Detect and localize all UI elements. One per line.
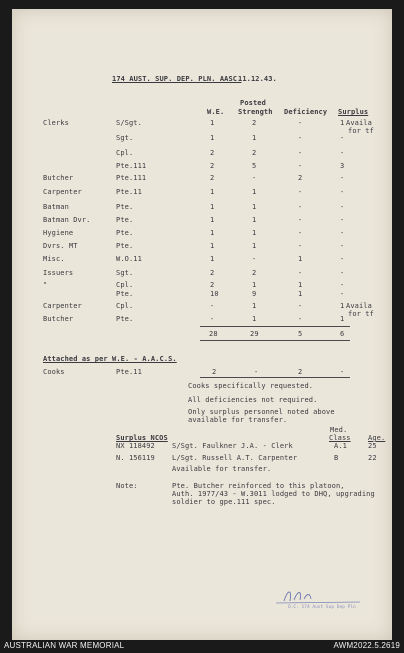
row-surplus: - <box>340 188 345 196</box>
row-trade: Batman Dvr. <box>43 216 91 224</box>
remark-line: available for transfer. <box>188 416 288 424</box>
attached-posted: - <box>254 368 259 376</box>
row-we: 1 <box>210 203 215 211</box>
remark-line: All deficiencies not required. <box>188 396 318 404</box>
row-rank: Pte.11 <box>116 188 142 196</box>
row-rank: W.O.11 <box>116 255 142 263</box>
row-rank: Pte. <box>116 315 134 323</box>
note-line1: Pte. Butcher reinforced to this platoon, <box>172 482 345 490</box>
row-surplus: - <box>340 216 345 224</box>
row-deficiency: - <box>298 229 303 237</box>
footer-right: AWM2022.5.2619 <box>333 641 400 650</box>
row-we: 10 <box>210 290 219 298</box>
col-deficiency: Deficiency <box>284 108 328 116</box>
row-surplus: 1 <box>340 315 345 323</box>
row-we: 1 <box>210 255 215 263</box>
nco-class: A.1 <box>334 442 347 450</box>
row-posted: 2 <box>252 149 257 157</box>
row-we: 2 <box>210 149 215 157</box>
row-posted: 1 <box>252 188 257 196</box>
row-rank: Sgt. <box>116 134 134 142</box>
row-posted: 1 <box>252 242 257 250</box>
row-rank: Pte.111 <box>116 174 147 182</box>
note-line3: soldier to gpe.111 spec. <box>172 498 276 506</box>
row-rank: Pte.111 <box>116 162 147 170</box>
row-posted: 1 <box>252 281 257 289</box>
nco-detail: S/Sgt. Faulkner J.A. - Clerk <box>172 442 293 450</box>
signature-stamp <box>274 587 364 609</box>
row-deficiency: - <box>298 302 303 310</box>
nco-detail: L/Sgt. Russell A.T. Carpenter <box>172 454 298 462</box>
col-surplus: Surplus <box>338 108 369 116</box>
row-we: 1 <box>210 119 215 127</box>
row-trade: Carpenter <box>43 302 82 310</box>
row-we: 2 <box>210 162 215 170</box>
stamp-text: O.C. 174 Aust Sup Dep Pln <box>288 605 356 609</box>
total-surplus: 6 <box>340 330 345 338</box>
row-posted: 5 <box>252 162 257 170</box>
total-we: 28 <box>209 330 218 338</box>
row-surplus: 1 <box>340 302 345 310</box>
row-surplus: - <box>340 134 345 142</box>
row-posted: 1 <box>252 302 257 310</box>
nco-age: 22 <box>368 454 377 462</box>
row-deficiency: 2 <box>298 174 303 182</box>
row-surplus: - <box>340 281 345 289</box>
row-surplus: - <box>340 290 345 298</box>
nco-class: B <box>334 454 339 462</box>
row-trade: Butcher <box>43 174 74 182</box>
totals-rule <box>200 326 350 327</box>
row-deficiency: - <box>298 216 303 224</box>
row-note: Availa <box>346 119 372 127</box>
row-trade: Dvrs. MT <box>43 242 78 250</box>
row-deficiency: - <box>298 242 303 250</box>
row-trade: Clerks <box>43 119 69 127</box>
row-trade: Butcher <box>43 315 74 323</box>
row-rank: Cpl. <box>116 281 134 289</box>
attached-rank: Pte.11 <box>116 368 142 376</box>
row-posted: 1 <box>252 315 257 323</box>
row-we: - <box>210 315 215 323</box>
doc-date: 11.12.43. <box>238 75 277 83</box>
row-posted: - <box>252 174 257 182</box>
row-note2: for tf <box>348 310 374 318</box>
row-deficiency: 1 <box>298 255 303 263</box>
row-rank: Pte. <box>116 203 134 211</box>
footer-left: AUSTRALIAN WAR MEMORIAL <box>4 641 125 650</box>
row-surplus: - <box>340 203 345 211</box>
row-posted: - <box>252 255 257 263</box>
row-we: - <box>210 302 215 310</box>
row-deficiency: - <box>298 269 303 277</box>
row-deficiency: - <box>298 315 303 323</box>
row-posted: 2 <box>252 269 257 277</box>
row-trade: Carpenter <box>43 188 82 196</box>
row-note2: for tf <box>348 127 374 135</box>
row-trade: Issuers <box>43 269 74 277</box>
row-surplus: - <box>340 174 345 182</box>
row-rank: Pte. <box>116 290 134 298</box>
totals-rule-bottom <box>200 340 350 341</box>
footer-bar <box>0 640 404 653</box>
row-surplus: - <box>340 149 345 157</box>
row-surplus: - <box>340 255 345 263</box>
row-trade: Misc. <box>43 255 65 263</box>
row-posted: 9 <box>252 290 257 298</box>
row-we: 2 <box>210 174 215 182</box>
row-posted: 2 <box>252 119 257 127</box>
row-trade: " <box>43 281 48 289</box>
row-deficiency: - <box>298 134 303 142</box>
row-deficiency: 1 <box>298 281 303 289</box>
row-rank: Cpl. <box>116 149 134 157</box>
nco-number: NX 118492 <box>116 442 155 450</box>
total-deficiency: 5 <box>298 330 303 338</box>
row-deficiency: - <box>298 203 303 211</box>
remark-line: Cooks specifically requested. <box>188 382 314 390</box>
med-bottom: Class <box>329 434 351 442</box>
row-posted: 1 <box>252 216 257 224</box>
document-sheet <box>12 9 392 640</box>
row-posted: 1 <box>252 229 257 237</box>
row-rank: Pte. <box>116 216 134 224</box>
row-note: Availa <box>346 302 372 310</box>
row-we: 1 <box>210 229 215 237</box>
row-surplus: - <box>340 242 345 250</box>
row-rank: Cpl. <box>116 302 134 310</box>
attached-rule <box>200 377 350 378</box>
nco-number: N. 156119 <box>116 454 155 462</box>
total-posted: 29 <box>250 330 259 338</box>
note-line2: Auth. 1977/43 - W.3011 lodged to DHQ, upgrading <box>172 490 375 498</box>
col-posted-top: Posted <box>240 99 266 107</box>
col-posted-bottom: Strength <box>238 108 273 116</box>
attached-we: 2 <box>212 368 217 376</box>
row-trade: Hygiene <box>43 229 74 237</box>
row-we: 1 <box>210 134 215 142</box>
nco-age: 25 <box>368 442 377 450</box>
surplus-heading: Surplus NCOS <box>116 434 168 442</box>
attached-heading: Attached as per W.E. - A.A.C.S. <box>43 355 177 363</box>
row-we: 1 <box>210 216 215 224</box>
note-label: Note: <box>116 482 138 490</box>
remark-line: Only surplus personnel noted above <box>188 408 335 416</box>
doc-title: 174 AUST. SUP. DEP. PLN. AASC. <box>112 75 242 83</box>
age-label: Age. <box>368 434 386 442</box>
row-rank: Pte. <box>116 229 134 237</box>
med-top: Med. <box>330 426 348 434</box>
row-rank: S/Sgt. <box>116 119 142 127</box>
row-surplus: 3 <box>340 162 345 170</box>
available-text: Available for transfer. <box>172 465 272 473</box>
row-trade: Batman <box>43 203 69 211</box>
col-we: W.E. <box>207 108 225 116</box>
row-deficiency: - <box>298 119 303 127</box>
row-surplus: - <box>340 269 345 277</box>
row-deficiency: 1 <box>298 290 303 298</box>
row-surplus: 1 <box>340 119 345 127</box>
row-we: 2 <box>210 269 215 277</box>
row-we: 1 <box>210 242 215 250</box>
row-rank: Pte. <box>116 242 134 250</box>
row-we: 1 <box>210 188 215 196</box>
row-we: 2 <box>210 281 215 289</box>
row-deficiency: - <box>298 188 303 196</box>
row-deficiency: - <box>298 149 303 157</box>
row-deficiency: - <box>298 162 303 170</box>
attached-trade: Cooks <box>43 368 65 376</box>
row-posted: 1 <box>252 134 257 142</box>
attached-deficiency: 2 <box>298 368 303 376</box>
attached-surplus: - <box>340 368 345 376</box>
row-posted: 1 <box>252 203 257 211</box>
row-rank: Sgt. <box>116 269 134 277</box>
row-surplus: - <box>340 229 345 237</box>
